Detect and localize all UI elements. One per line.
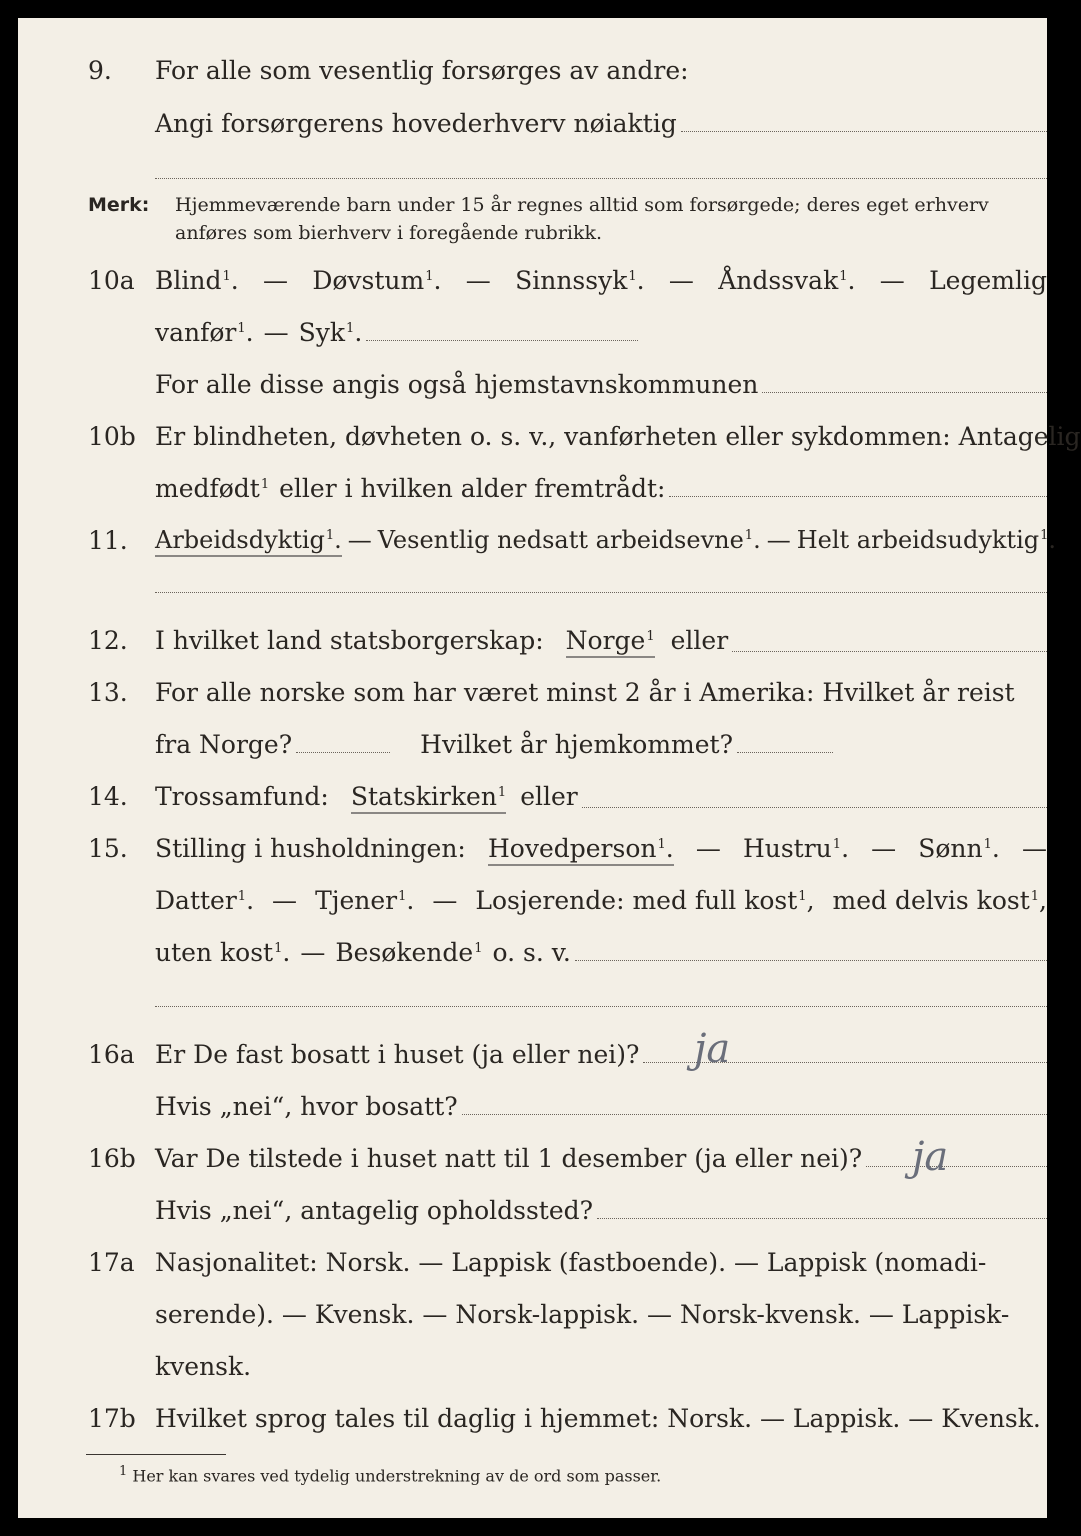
q10a-text-3: For alle disse angis også hjemstavnskommunen bbox=[155, 370, 759, 399]
q16a-line1 bbox=[155, 1040, 1047, 1069]
q16a-text-2: Hvis „nei“, hvor bosatt? bbox=[155, 1092, 458, 1121]
dash: — bbox=[432, 886, 458, 915]
q10a-answer-field[interactable] bbox=[366, 340, 638, 341]
q17b-text-1: Hvilket sprog tales til daglig i hjemmet: Norsk. — Lappisk. — Kvensk. bbox=[155, 1404, 1041, 1433]
merk-text-1: Hjemmeværende barn under 15 år regnes alltid som forsørgede; deres eget erhverv bbox=[175, 194, 989, 216]
q15-line2 bbox=[155, 886, 1047, 915]
q10a-line2 bbox=[155, 318, 1047, 347]
option-hovedperson[interactable]: Hovedperson1. bbox=[488, 834, 674, 866]
merk-text-2: anføres som bierhverv i foregående rubrikk. bbox=[175, 222, 603, 244]
q9-line2[interactable] bbox=[155, 109, 1047, 138]
q9-text-2: Angi forsørgerens hovederhverv nøiaktig bbox=[155, 109, 677, 138]
bosatt-field[interactable] bbox=[462, 1114, 1047, 1115]
q12-answer-field[interactable] bbox=[732, 651, 1047, 652]
q14-text: Trossamfund: bbox=[155, 782, 329, 811]
q9-text-1: For alle som vesentlig forsørges av andre: bbox=[155, 56, 689, 85]
q10b-text-2: eller i hvilken alder fremtrådt: bbox=[279, 474, 666, 503]
question-number-11: 11. bbox=[88, 526, 128, 555]
q17a-text-3: kvensk. bbox=[155, 1352, 252, 1381]
q10b-line1 bbox=[155, 422, 1081, 451]
merk-line1 bbox=[175, 194, 1047, 216]
question-number-17b: 17b bbox=[88, 1404, 136, 1433]
census-form-page bbox=[18, 18, 1081, 1518]
option-norge[interactable]: Norge1 bbox=[566, 626, 655, 658]
q15-line3 bbox=[155, 938, 1047, 967]
option-dovstum[interactable]: Døvstum1. bbox=[312, 266, 442, 295]
option-datter[interactable]: Datter1. bbox=[155, 886, 255, 915]
q10a-line3 bbox=[155, 370, 1047, 399]
q12-text: I hvilket land statsborgerskap: bbox=[155, 626, 544, 655]
q10b-line2 bbox=[155, 474, 1047, 503]
q13-text-2a: fra Norge? bbox=[155, 730, 293, 759]
footnote-rule bbox=[86, 1454, 226, 1455]
dash: — bbox=[300, 938, 326, 967]
q16a-line2 bbox=[155, 1092, 1047, 1121]
q10b-answer-field[interactable] bbox=[669, 496, 1047, 497]
dash: — bbox=[668, 266, 694, 295]
q15-osv: o. s. v. bbox=[492, 938, 571, 967]
q13-text-2b: Hvilket år hjemkommet? bbox=[420, 730, 734, 759]
option-arbeidsudyktig[interactable]: Helt arbeidsudyktig1. bbox=[796, 526, 1057, 554]
q16b-line2 bbox=[155, 1196, 1047, 1225]
option-losjerende-full[interactable]: Losjerende: med full kost1, bbox=[475, 886, 815, 915]
q13-text-1: For alle norske som har været minst 2 år i Amerika: Hvilket år reist bbox=[155, 678, 1015, 707]
dash: — bbox=[871, 834, 897, 863]
question-number-16a: 16a bbox=[88, 1040, 135, 1069]
q13-line2 bbox=[155, 730, 1047, 759]
option-sonn[interactable]: Sønn1. bbox=[918, 834, 1000, 863]
option-uten-kost[interactable]: uten kost1. bbox=[155, 938, 291, 967]
question-number-17a: 17a bbox=[88, 1248, 135, 1277]
q9-answer-field-2[interactable] bbox=[155, 178, 1047, 179]
q11-answer-field[interactable] bbox=[155, 592, 1047, 593]
q14-line1 bbox=[155, 782, 1047, 814]
question-number-10a: 10a bbox=[88, 266, 135, 295]
footnote-mark: 1 bbox=[119, 1464, 128, 1479]
dash: — bbox=[347, 526, 372, 554]
reist-year-field[interactable] bbox=[296, 752, 390, 753]
q10a-line1 bbox=[155, 266, 1047, 295]
q9-line1 bbox=[155, 56, 1047, 85]
dash: — bbox=[263, 318, 289, 347]
hjemstavnskommune-field[interactable] bbox=[762, 392, 1047, 393]
q9-answer-field[interactable] bbox=[681, 131, 1047, 132]
option-syk[interactable]: Syk1. bbox=[298, 318, 363, 347]
q15-answer-field-2[interactable] bbox=[155, 1006, 1047, 1007]
option-statskirken[interactable]: Statskirken1 bbox=[351, 782, 506, 814]
merk-label: Merk: bbox=[88, 194, 150, 216]
option-losjerende-delvis[interactable]: med delvis kost1, bbox=[832, 886, 1047, 915]
option-hustru[interactable]: Hustru1. bbox=[742, 834, 850, 863]
footnote-text: Her kan svares ved tydelig understrekning av de ord som passer. bbox=[132, 1466, 662, 1486]
tilstede-field[interactable] bbox=[866, 1166, 1047, 1167]
question-number-10b: 10b bbox=[88, 422, 136, 451]
option-andssvak[interactable]: Åndssvak1. bbox=[718, 266, 856, 295]
q15-answer-field[interactable] bbox=[575, 960, 1047, 961]
q16a-text-1: Er De fast bosatt i huset (ja eller nei)? bbox=[155, 1040, 640, 1069]
dash: — bbox=[879, 266, 905, 295]
q11-line1 bbox=[155, 526, 1057, 557]
q15-line1 bbox=[155, 834, 1047, 866]
q15-text: Stilling i husholdningen: bbox=[155, 834, 466, 863]
question-number-12: 12. bbox=[88, 626, 128, 655]
option-besokende[interactable]: Besøkende1 bbox=[335, 938, 483, 967]
dash: — bbox=[272, 886, 298, 915]
q12-line1 bbox=[155, 626, 1047, 658]
option-tjener[interactable]: Tjener1. bbox=[315, 886, 415, 915]
q14-answer-field[interactable] bbox=[582, 807, 1047, 808]
option-sinnssyk[interactable]: Sinnssyk1. bbox=[515, 266, 645, 295]
footnote bbox=[118, 1464, 661, 1485]
dash: — bbox=[263, 266, 289, 295]
option-arbeidsdyktig[interactable]: Arbeidsdyktig1. bbox=[155, 526, 342, 557]
q17a-text-2: serende). — Kvensk. — Norsk-lappisk. — Norsk-kvensk. — Lappisk- bbox=[155, 1300, 1010, 1329]
handwritten-answer-16b: ja bbox=[912, 1134, 949, 1180]
q10b-text-1: Er blindheten, døvheten o. s. v., vanførheten eller sykdommen: Antagelig bbox=[155, 422, 1081, 451]
q17a-line2[interactable] bbox=[155, 1300, 1047, 1329]
dash: — bbox=[465, 266, 491, 295]
q17a-text-1: Nasjonalitet: Norsk. — Lappisk (fastboende). — Lappisk (nomadi- bbox=[155, 1248, 987, 1277]
opholdssted-field[interactable] bbox=[597, 1218, 1047, 1219]
merk-line2 bbox=[175, 222, 1047, 244]
q16b-text-2: Hvis „nei“, antagelig opholdssted? bbox=[155, 1196, 594, 1225]
option-legemlig[interactable]: Legemlig bbox=[929, 266, 1047, 295]
question-number-16b: 16b bbox=[88, 1144, 136, 1173]
handwritten-answer-16a: ja bbox=[694, 1026, 731, 1072]
option-vanfor[interactable]: vanfør1. bbox=[155, 318, 254, 347]
dash: — bbox=[1021, 834, 1047, 863]
question-number-14: 14. bbox=[88, 782, 128, 811]
q17a-line3[interactable] bbox=[155, 1352, 1047, 1381]
q12-eller: eller bbox=[670, 626, 729, 655]
dash: — bbox=[695, 834, 721, 863]
q17a-line1[interactable] bbox=[155, 1248, 1047, 1277]
option-medfodt[interactable]: medfødt1 bbox=[155, 474, 270, 503]
question-number-13: 13. bbox=[88, 678, 128, 707]
hjemkommet-year-field[interactable] bbox=[737, 752, 833, 753]
q17b-line1[interactable] bbox=[155, 1404, 1047, 1433]
q14-eller: eller bbox=[520, 782, 578, 811]
option-blind[interactable]: Blind1. bbox=[155, 266, 239, 295]
dash: — bbox=[766, 526, 791, 554]
option-nedsatt[interactable]: Vesentlig nedsatt arbeidsevne1. bbox=[377, 526, 761, 554]
q16b-text-1: Var De tilstede i huset natt til 1 desember (ja eller nei)? bbox=[155, 1144, 863, 1173]
question-number-9: 9. bbox=[88, 56, 112, 85]
q13-line1 bbox=[155, 678, 1047, 707]
question-number-15: 15. bbox=[88, 834, 128, 863]
